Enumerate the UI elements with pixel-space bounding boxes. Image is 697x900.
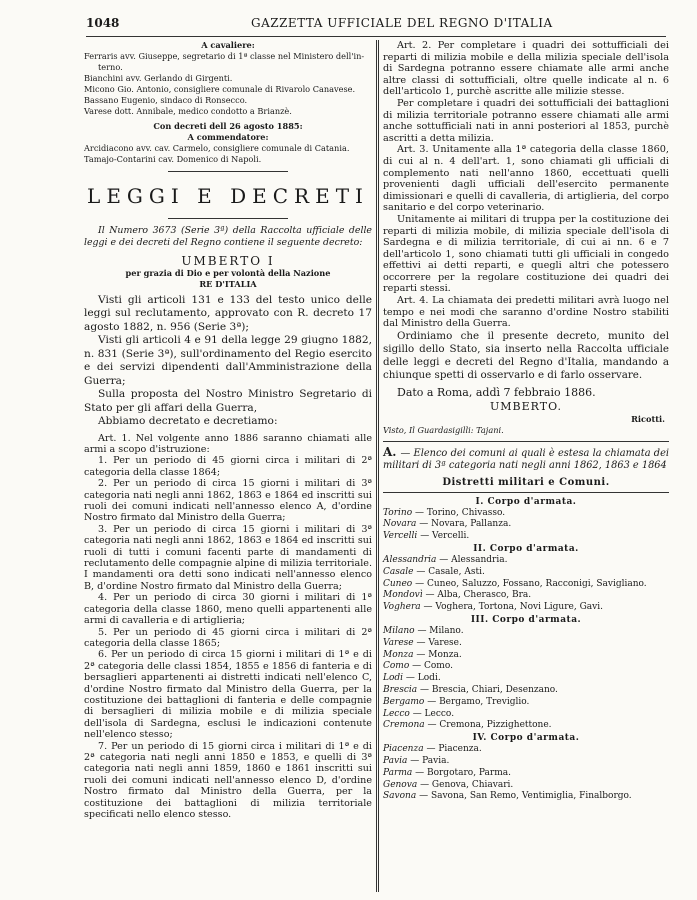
district-name: Lecco: [383, 708, 410, 719]
district-name: Como: [383, 661, 410, 672]
district-entry: [383, 744, 669, 756]
honor-entry: terno.: [98, 62, 123, 72]
page-number: 1048: [86, 16, 120, 30]
comuni-list: — Como.: [412, 661, 453, 672]
comuni-list: — Savona, San Remo, Ventimiglia, Finalborgo.: [419, 791, 632, 802]
district-entry: [383, 720, 669, 732]
comuni-list: — Monza.: [416, 649, 462, 660]
district-entry: [383, 780, 669, 792]
district-name: Brescia: [383, 685, 418, 696]
section-rule: [168, 171, 288, 172]
district-name: Bergamo: [383, 696, 425, 707]
honor-entry: Bassano Eugenio, sindaco di Ronsecco.: [84, 95, 248, 105]
article-paragraph: 2. Per un periodo di circa 15 giorni i militari di 3ª categoria nati negli anni 1862, 1863 e 1864 ed inscritti sui ruoli dei comuni indicati nell'annesso elenco A, d'ordine Nostro firmato dal Ministro della Guerra;: [84, 478, 372, 524]
district-entry: [383, 579, 669, 591]
district-entry: [383, 709, 669, 721]
district-name: Vercelli: [383, 531, 418, 542]
comuni-list: — Genova, Chiavari.: [420, 779, 514, 790]
preamble-paragraph: Abbiamo decretato e decretiamo:: [98, 415, 278, 428]
district-entry: [383, 756, 669, 768]
section-rule: [168, 218, 288, 219]
comuni-list: — Brescia, Chiari, Desenzano.: [420, 685, 558, 696]
article-paragraph: 4. Per un periodo di circa 30 giorni i militari di 1ª categoria della classe 1860, meno quelli appartenenti alle armi di cavalleria e di artiglieria;: [84, 592, 372, 627]
district-name: Pavia: [383, 756, 408, 766]
cavaliere-heading: A cavaliere:: [201, 40, 255, 50]
comuni-list: — Lodi.: [405, 673, 441, 684]
preamble-paragraph: Visti gli articoli 4 e 91 della legge 29 giugno 1882, n. 831 (Serie 3ª), sull'ordinamento del Regio esercito e dei servizi dipendenti dall'Amministrazione della Guerra;: [84, 334, 372, 387]
district-entry: [383, 650, 669, 662]
newspaper-title: GAZZETTA UFFICIALE DEL REGNO D'ITALIA: [251, 16, 553, 30]
column-divider: [376, 40, 381, 892]
comuni-list: — Alessandria.: [439, 555, 508, 566]
decreti-date-heading: Con decreti dell 26 agosto 1885:: [153, 121, 303, 131]
district-entry: [383, 661, 669, 673]
comuni-list: — Cuneo, Saluzzo, Fossano, Racconigi, Savigliano.: [415, 578, 647, 589]
article-paragraph: 1. Per un periodo di 45 giorni circa i militari di 2ª categoria della classe 1864;: [84, 455, 372, 478]
honor-entry: Varese dott. Annibale, medico condotto a Brianzè.: [84, 106, 292, 116]
district-name: Monza: [383, 649, 414, 660]
district-entry: [383, 685, 669, 697]
honor-entry: Micono Gio. Antonio, consigliere comunale di Rivarolo Canavese.: [84, 84, 356, 94]
district-entry: [383, 531, 669, 543]
re-ditalia: RE D'ITALIA: [199, 278, 257, 289]
right-column: [383, 40, 669, 803]
article-paragraph: 7. Per un periodo di 15 giorni circa i militari di 1ª e di 2ª categoria nati negli anni 1850 e 1853, e quelli di 3ª categoria nati negli anni 1859, 1860 e 1861 inscritti sui ruoli dei comuni indicati nell'annesso elenco D, d'ordine Nostro firmato dal Ministro della Guerra, per la costituzione dei battaglioni di milizia territoriale specificati nello elenco stesso.: [84, 740, 372, 820]
corpo-heading: IV. Corpo d'armata.: [472, 733, 580, 744]
district-name: Mondovì: [383, 590, 423, 601]
decree-date: Dato a Roma, addì 7 febbraio 1886.: [397, 385, 596, 399]
district-name: Novara: [383, 519, 417, 530]
decree-intro: Il Numero 3673 (Serie 3ª) della Raccolta ufficiale delle leggi e dei decreti del Regno contiene il seguente decreto:: [84, 225, 372, 249]
minister-signature: Ricotti.: [631, 413, 665, 424]
district-name: Savona: [383, 791, 417, 802]
commendatore-heading: A commendatore:: [187, 132, 269, 142]
article-paragraph: Art. 1. Nel volgente anno 1886 saranno chiamati alle armi a scopo d'istruzione:: [84, 432, 372, 455]
corpo-heading: II. Corpo d'armata.: [473, 544, 579, 555]
comuni-list: — Torino, Chivasso.: [415, 507, 506, 518]
distretti-rule: [383, 492, 669, 493]
district-list: [383, 496, 669, 804]
article-paragraph: 5. Per un periodo di 45 giorni circa i militari di 2ª categoria della classe 1865;: [84, 626, 372, 649]
preamble-paragraph: Sulla proposta del Nostro Ministro Segretario di Stato per gli affari della Guerra,: [84, 388, 372, 414]
closing-paragraph: Ordiniamo che il presente decreto, munito del sigillo dello Stato, sia inserto nella Raccolta ufficiale delle leggi e decreti del Regno d'Italia, mandando a chiunque spetti di osservarlo e di farlo osservare.: [383, 329, 669, 381]
district-name: Genova: [383, 779, 418, 790]
honor-entry: Bianchini avv. Gerlando di Girgenti.: [84, 73, 233, 83]
by-grace-line: per grazia di Dio e per volontà della Nazione: [125, 267, 331, 278]
district-entry: [383, 519, 669, 531]
honor-entry: Tamajo-Contarini cav. Domenico di Napoli.: [84, 154, 262, 164]
district-entry: [383, 697, 669, 709]
district-entry: [383, 555, 669, 567]
district-entry: [383, 626, 669, 638]
comuni-list: — Casale, Asti.: [416, 566, 485, 577]
distretti-heading: Distretti militari e Comuni.: [442, 476, 610, 488]
district-name: Parma: [383, 767, 413, 778]
elenco-letter: A.: [383, 444, 397, 459]
district-entry: [383, 638, 669, 650]
elenco-rule: [383, 441, 669, 442]
district-name: Casale: [383, 566, 414, 577]
comuni-list: — Vercelli.: [420, 531, 470, 542]
district-name: Cremona: [383, 720, 425, 731]
district-entry: [383, 508, 669, 520]
district-name: Voghera: [383, 602, 421, 613]
article-paragraph: Unitamente ai militari di truppa per la costituzione dei reparti di milizia mobile, di milizia speciale dell'isola di Sardegna e di milizia territoriale, di cui ai nn. 6 e 7 dell'articolo 1, sono chiamati tutti gli ufficiali in congedo effettivi ai detti reparti, e quegli altri che potessero occorrere per la regolare costituzione dei quadri dei reparti stessi.: [383, 213, 669, 295]
honor-entry: Arcidiacono avv. cav. Carmelo, consigliere comunale di Catania.: [84, 143, 350, 153]
comuni-list: — Voghera, Tortona, Novi Ligure, Gavi.: [423, 602, 603, 613]
district-entry: [383, 768, 669, 780]
corpo-heading: I. Corpo d'armata.: [475, 496, 577, 507]
comuni-list: — Alba, Cherasco, Bra.: [425, 590, 532, 601]
comuni-list: — Milano.: [417, 626, 464, 637]
comuni-list: — Novara, Pallanza.: [419, 519, 512, 530]
comuni-list: — Borgotaro, Parma.: [415, 767, 511, 778]
article-paragraph: 6. Per un periodo di circa 15 giorni i militari di 1ª e di 2ª categoria delle classi 1854, 1855 e 1856 di fanteria e di bersaglieri appartenenti ai distretti indicati nell'elenco C, d'ordine Nostro firmato dal Ministro della Guerra, per la costituzione dei battaglioni di fanteria e delle compagnie di bersaglieri di milizia mobile e di milizia speciale dell'isola di Sardegna, esclusi le indicazioni contenute nell'elenco stesso;: [84, 649, 372, 741]
district-name: Lodi: [383, 673, 404, 684]
comuni-list: — Piacenza.: [426, 744, 482, 755]
king-name: UMBERTO I: [181, 253, 275, 268]
comuni-list: — Lecco.: [412, 708, 455, 719]
king-signature: UMBERTO.: [490, 399, 562, 413]
preamble-paragraph: Visti gli articoli 131 e 133 del testo unico delle leggi sul reclutamento, approvato con R. decreto 17 agosto 1882, n. 956 (Serie 3ª);: [84, 293, 372, 333]
district-name: Torino: [383, 507, 413, 518]
article-paragraph: Per completare i quadri dei sottufficiali dei battaglioni di milizia territoriale potranno essere chiamati alle armi anche sottufficiali nati in anni posteriori al 1853, purchè ascritti a detta milizia.: [383, 97, 669, 144]
article-paragraph: Art. 3. Unitamente alla 1ª categoria della classe 1860, di cui al n. 4 dell'art. 1, sono chiamati gli ufficiali di complemento nati nell'anno 1860, eccettuati quelli provenienti dagli ufficiali dell'esercito permanente dimissionari e quelli di cavalleria, di artiglieria, del corpo sanitario e del corpo veterinario.: [383, 144, 669, 214]
page-header: [86, 14, 666, 37]
district-entry: [383, 590, 669, 602]
comuni-list: — Varese.: [416, 637, 462, 648]
article-paragraph: Art. 4. La chiamata dei predetti militari avrà luogo nel tempo e nei modi che saranno d'ordine Nostro stabiliti dal Ministro della Guerra.: [383, 295, 669, 330]
district-name: Cuneo: [383, 578, 413, 589]
elenco-title: — Elenco dei comuni ai quali è estesa la chiamata dei militari di 3ª categoria nati negli anni 1862, 1863 e 1864: [383, 447, 669, 472]
guardasigilli-visto: Visto, Il Guardasigilli: Tajani.: [383, 424, 504, 435]
district-name: Milano: [383, 626, 415, 637]
comuni-list: — Cremona, Pizzighettone.: [427, 720, 552, 731]
comuni-list: — Pavia.: [410, 756, 450, 766]
district-name: Alessandria: [383, 555, 437, 566]
district-name: Varese: [383, 637, 414, 648]
district-entry: [383, 602, 669, 614]
district-entry: [383, 673, 669, 685]
district-entry: [383, 791, 669, 803]
district-entry: [383, 567, 669, 579]
article-paragraph: Art. 2. Per completare i quadri dei sottufficiali dei reparti di milizia mobile e della milizia speciale dell'isola di Sardegna potranno essere chiamate alle armi anche altre classi di sottufficiali, oltre quelle indicate al n. 6 dell'articolo 1, purchè ascritte alle milizie stesse.: [383, 40, 669, 98]
comuni-list: — Bergamo, Treviglio.: [427, 696, 530, 707]
honor-entry: Ferraris avv. Giuseppe, segretario di 1ª classe nel Ministero dell'in-: [84, 51, 365, 61]
article-paragraph: 3. Per un periodo di circa 15 giorni i militari di 3ª categoria nati negli anni 1862, 1863 e 1864 ed inscritti sui ruoli di tutti i comuni facenti parte di mandamenti di reclutamento delle compagnie alpine di milizia territoriale. I mandamenti ora detti sono indicati nell'annesso elenco B, d'ordine Nostro firmato dal Ministro della Guerra;: [84, 523, 372, 592]
left-column: [84, 40, 372, 820]
section-title: LEGGI E DECRETI: [87, 184, 369, 208]
district-name: Piacenza: [383, 744, 424, 755]
corpo-heading: III. Corpo d'armata.: [470, 615, 582, 626]
